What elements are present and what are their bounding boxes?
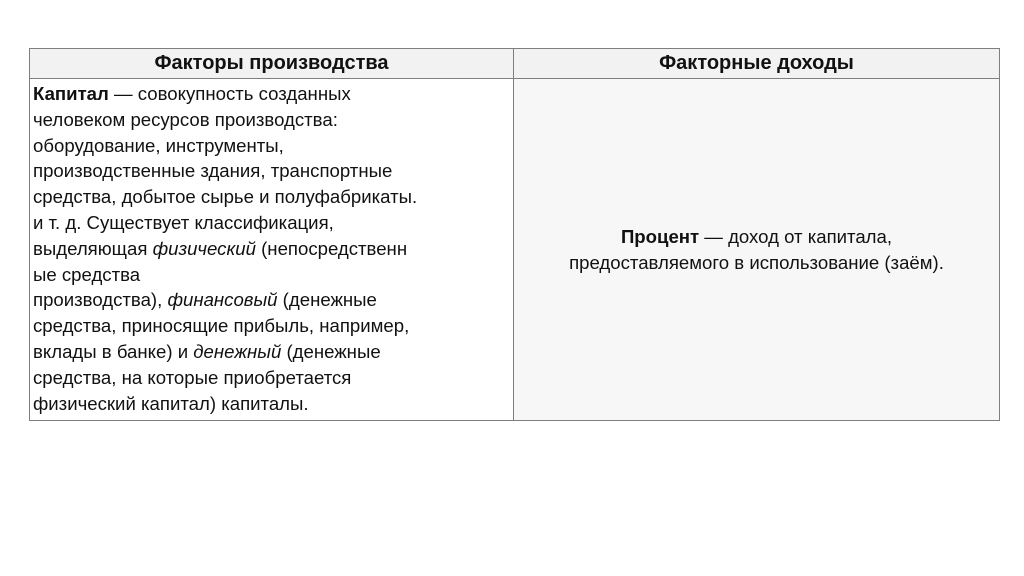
- capital-line-10: средства, приносящие прибыль, например,: [33, 315, 410, 337]
- capital-line-8: ые средства: [33, 263, 141, 285]
- capital-line-7: [33, 236, 509, 262]
- capital-line-1: [33, 81, 509, 107]
- capital-line-11: [33, 339, 509, 365]
- capital-line-9-end: (денежные: [277, 289, 377, 311]
- capital-line-9-start: производства),: [33, 289, 168, 311]
- physical-capital-term: физический: [152, 237, 256, 259]
- capital-line-9: [33, 287, 509, 313]
- interest-def-text-1: — доход от капитала,: [699, 225, 893, 247]
- table-header-row: [30, 49, 1000, 79]
- interest-term: Процент: [620, 225, 700, 247]
- interest-line-1: [621, 226, 892, 247]
- capital-def-text-1: — совокупность созданных: [108, 83, 351, 104]
- capital-line-3: оборудование, инструменты,: [33, 134, 284, 156]
- capital-line-2: человеком ресурсов производства:: [33, 108, 338, 130]
- capital-line-13: физический капитал) капиталы.: [33, 392, 309, 414]
- interest-line-2: предоставляемого в использование (заём).: [569, 251, 944, 273]
- financial-capital-term: финансовый: [167, 289, 278, 311]
- capital-line-7-start: выделяющая: [33, 237, 153, 259]
- table-row: [30, 79, 1000, 421]
- capital-line-6: и т. д. Существует классификация,: [33, 211, 334, 233]
- capital-definition-cell: [30, 79, 514, 421]
- header-factor-incomes: Факторные доходы: [514, 49, 1000, 79]
- capital-line-5: средства, добытое сырье и полуфабрикаты.: [33, 186, 418, 208]
- capital-term: Капитал: [33, 83, 109, 104]
- capital-line-11-end: (денежные: [281, 340, 381, 362]
- capital-line-12: средства, на которые приобретается: [33, 366, 352, 388]
- monetary-capital-term: денежный: [193, 340, 282, 362]
- factors-income-table: [29, 48, 1000, 421]
- capital-line-11-start: вклады в банке) и: [33, 340, 194, 362]
- capital-line-7-end: (непосредственн: [255, 237, 408, 259]
- capital-line-4: производственные здания, транспортные: [33, 160, 393, 182]
- header-factors-of-production: Факторы производства: [30, 49, 514, 79]
- interest-definition-cell: [514, 79, 1000, 421]
